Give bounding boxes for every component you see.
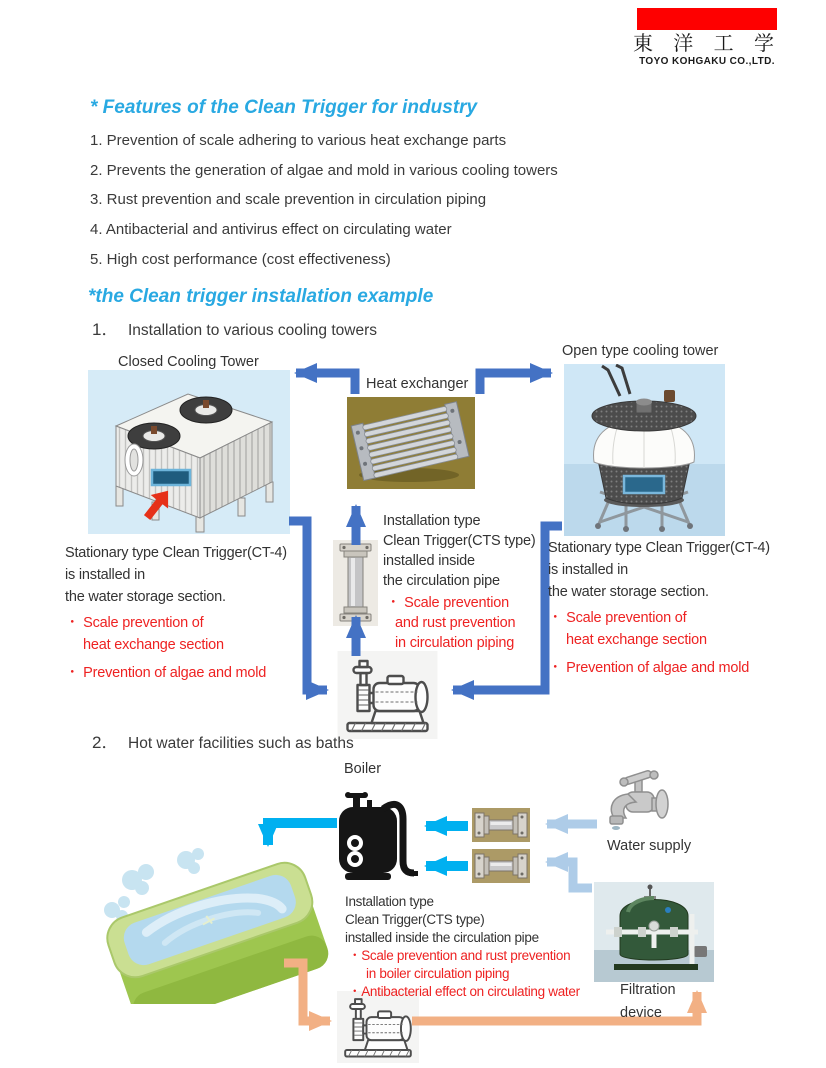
note-line-red: in circulation piping xyxy=(395,635,515,651)
feature-item: 4. Antibacterial and antivirus effect on circulating water xyxy=(90,221,452,238)
section1-heading: Installation to various cooling towers xyxy=(128,322,377,339)
note-line: the water storage section. xyxy=(548,584,709,600)
note-line: installed inside xyxy=(383,553,475,569)
feature-item: 5. High cost performance (cost effectiveness) xyxy=(90,251,391,268)
logo-company-name: TOYO KOHGAKU CO.,LTD. xyxy=(639,56,775,67)
feature-item: 3. Rust prevention and scale prevention in circulation piping xyxy=(90,191,487,208)
note-line-red: ・ Scale prevention of xyxy=(548,610,687,626)
note-line-red: heat exchange section xyxy=(83,637,224,653)
note-line: the circulation pipe xyxy=(383,573,500,589)
note-line: Stationary type Clean Trigger(CT-4) xyxy=(548,540,770,556)
note-line-red: ・Antibacterial effect on circulating water xyxy=(348,984,580,999)
heat-exchanger-label: Heat exchanger xyxy=(366,376,469,392)
features-title: * Features of the Clean Trigger for industry xyxy=(90,97,478,118)
circulation-pump-image xyxy=(337,990,419,1064)
note-line-red: ・Scale prevention and rust prevention xyxy=(348,948,571,963)
circulation-pump-image xyxy=(337,651,438,739)
closed-cooling-tower-image xyxy=(88,370,290,534)
bath-image xyxy=(88,842,336,1004)
install-title: *the Clean trigger installation example xyxy=(88,286,434,307)
filtration-label: device xyxy=(620,1005,662,1021)
section1-number: 1． xyxy=(92,320,119,339)
note-line: installed inside the circulation pipe xyxy=(345,930,539,945)
note-line-red: ・ Scale prevention xyxy=(386,595,509,611)
filtration-label: Filtration xyxy=(620,982,676,998)
boiler-label: Boiler xyxy=(344,761,382,777)
note-line-red: ・ Scale prevention of xyxy=(65,615,204,631)
water-supply-label: Water supply xyxy=(607,838,692,854)
note-line: is installed in xyxy=(548,562,629,578)
feature-item: 1. Prevention of scale adhering to various heat exchange parts xyxy=(90,132,507,149)
cts-clean-trigger-image xyxy=(472,808,530,842)
note-line: Installation type xyxy=(383,513,481,529)
feature-item: 2. Prevents the generation of algae and mold in various cooling towers xyxy=(90,162,558,179)
note-line: the water storage section. xyxy=(65,589,226,605)
open-tower-label: Open type cooling tower xyxy=(562,343,719,359)
boiler-icon xyxy=(337,787,419,888)
note-line: Stationary type Clean Trigger(CT-4) xyxy=(65,545,287,561)
logo-red-bar xyxy=(637,8,777,30)
open-cooling-tower-image xyxy=(564,364,725,536)
cts-clean-trigger-image xyxy=(333,540,378,626)
arrow-to-closed-tower xyxy=(296,373,355,394)
note-line: Clean Trigger(CTS type) xyxy=(383,533,536,549)
ct4-installed-patch xyxy=(152,470,190,485)
ct4-installed-patch xyxy=(624,476,664,493)
note-line: is installed in xyxy=(65,567,146,583)
closed-tower-label: Closed Cooling Tower xyxy=(118,354,259,370)
arrow-to-open-tower xyxy=(480,373,551,394)
section2-number: 2． xyxy=(92,733,119,752)
note-line-red: in boiler circulation piping xyxy=(366,966,510,981)
note-line: Clean Trigger(CTS type) xyxy=(345,912,485,927)
section2-heading: Hot water facilities such as baths xyxy=(128,735,354,752)
faucet-icon xyxy=(604,770,674,840)
filtration-device-image xyxy=(594,882,714,982)
note-line-red: ・ Prevention of algae and mold xyxy=(65,665,267,681)
note-line-red: heat exchange section xyxy=(566,632,707,648)
cts-clean-trigger-image xyxy=(472,849,530,883)
note-line: Installation type xyxy=(345,894,434,909)
arrow-closed-tower-to-pump xyxy=(289,521,327,690)
note-line-red: ・ Prevention of algae and mold xyxy=(548,660,750,676)
note-line-red: and rust prevention xyxy=(395,615,516,631)
arrow-filtration-to-cts xyxy=(547,862,592,888)
logo-japanese-text: 東 洋 工 学 xyxy=(632,31,782,55)
heat-exchanger-image xyxy=(347,397,475,489)
